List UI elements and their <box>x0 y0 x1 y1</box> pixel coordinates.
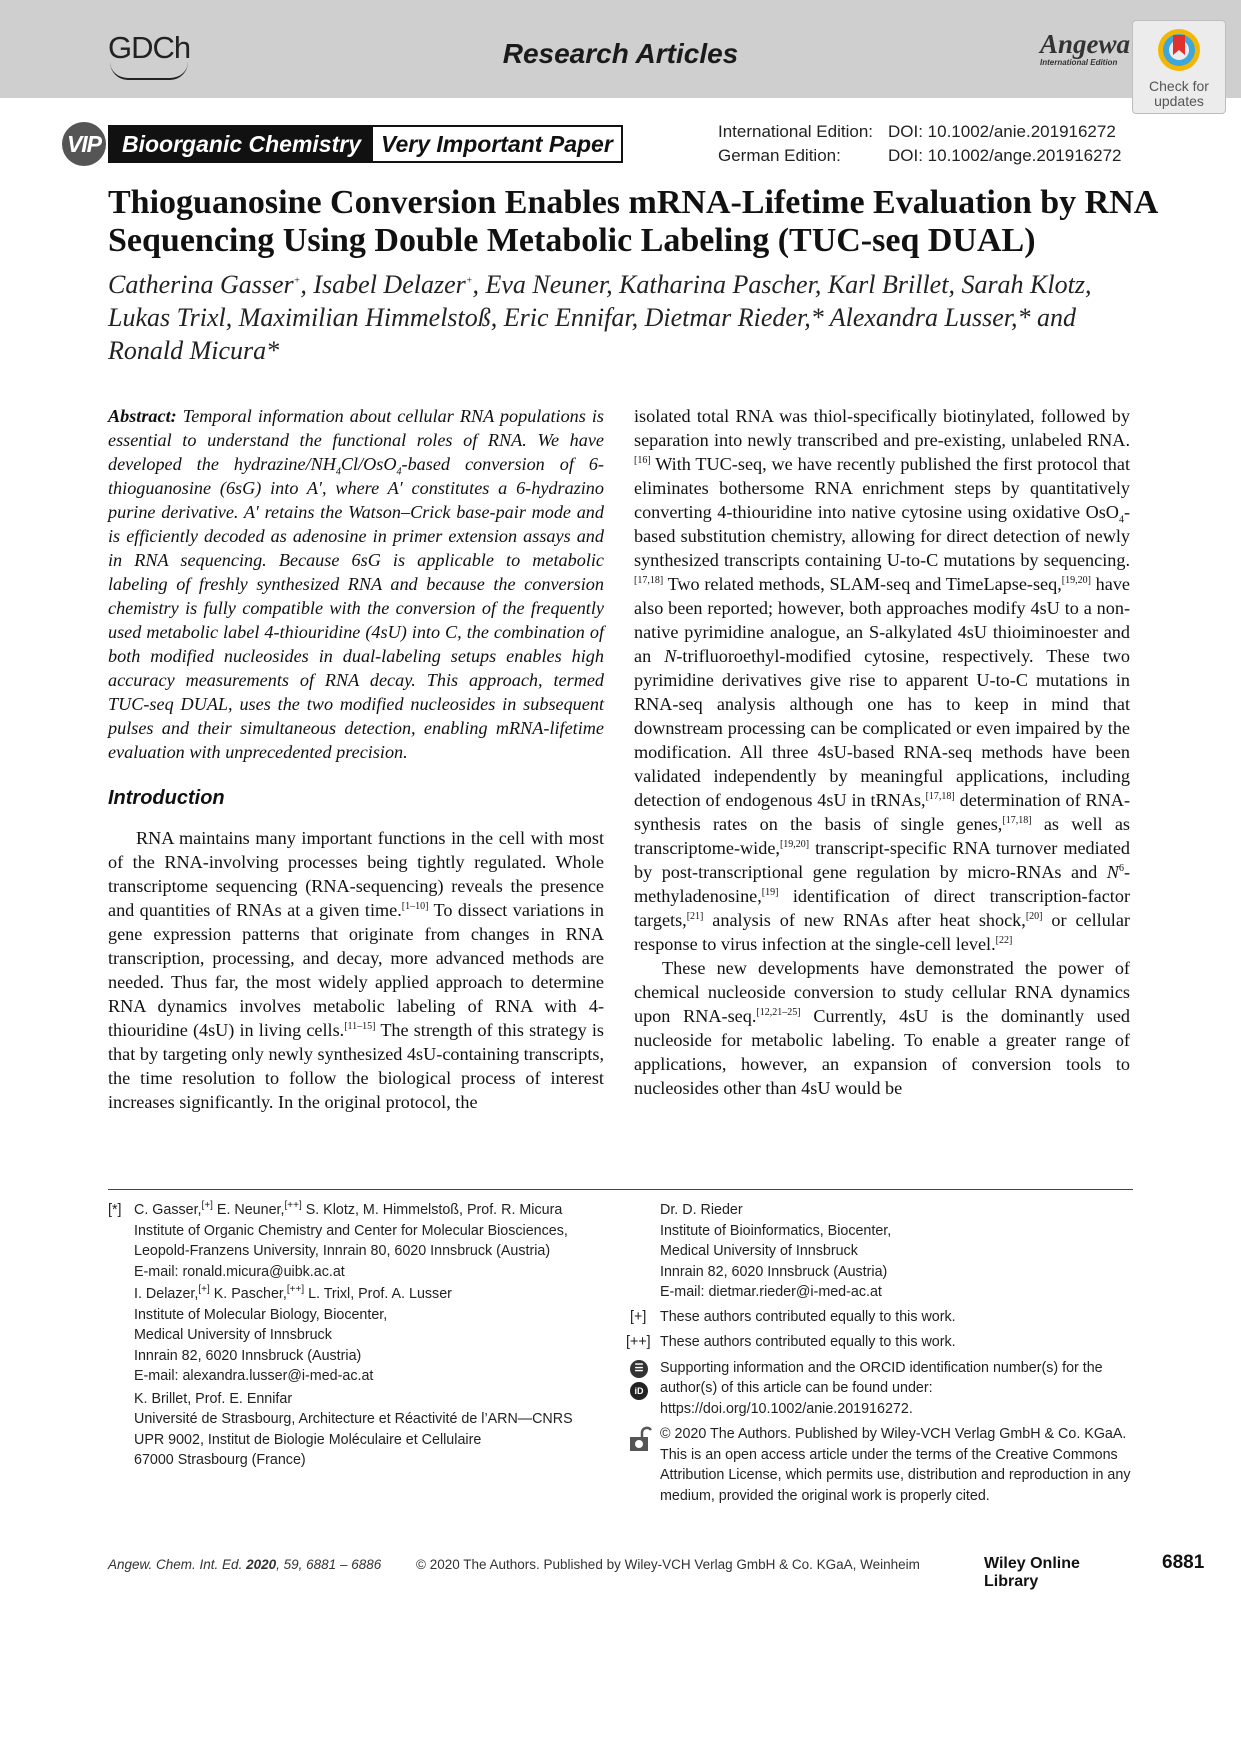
citation-ref[interactable]: [19,20] <box>779 838 810 850</box>
affil-mark: [++] <box>286 1284 305 1296</box>
footer-copyright: © 2020 The Authors. Published by Wiley-VCH Verlag GmbH & Co. KGaA, Weinheim <box>416 1557 920 1572</box>
affiliation-line: UPR 9002, Institut de Biologie Moléculaire et Cellulaire <box>134 1431 482 1448</box>
intro-paragraph-1-cont <box>634 404 1130 956</box>
introduction-heading: Introduction <box>108 787 225 809</box>
doi-german <box>718 144 1121 168</box>
affiliation-innsbruck-molbio <box>108 1284 628 1387</box>
citation-ref[interactable]: [20] <box>1025 910 1043 922</box>
topic-badge[interactable]: Bioorganic Chemistry <box>108 125 371 163</box>
affiliation-line: Innrain 82, 6020 Innsbruck (Austria) <box>134 1347 362 1364</box>
author-name: Alexandra Lusser,* <box>829 303 1031 332</box>
affiliation-email[interactable]: E-mail: dietmar.rieder@i-med-ac.at <box>660 1284 882 1300</box>
citation-ref[interactable]: [19,20] <box>1061 574 1091 586</box>
intro-text: determination of RNA-synthesis rates on the basis of single genes, <box>634 790 1130 834</box>
intro-text: analysis of new RNAs after heat shock, <box>703 910 1026 930</box>
vip-badge: VIP <box>62 122 106 166</box>
citation-ref[interactable]: [11–15] <box>344 1020 376 1032</box>
affil-name: S. Klotz, M. Himmelstoß, Prof. R. Micura <box>301 1202 563 1218</box>
affiliation-line: Université de Strasbourg, Architecture et Réactivité de l’ARN—CNRS <box>134 1411 573 1427</box>
author-name: Karl Brillet <box>827 270 949 299</box>
intro-paragraph-2 <box>634 956 1130 1100</box>
affiliation-innsbruck-chem <box>108 1200 628 1282</box>
orcid-icon: iD <box>630 1382 648 1400</box>
open-access-icon <box>628 1426 652 1452</box>
doi-intl-link[interactable]: DOI: 10.1002/anie.201916272 <box>888 122 1116 141</box>
journal-logo-subtitle: International Edition <box>1040 58 1118 67</box>
equal-contribution-note-2 <box>626 1332 1136 1353</box>
article-title: Thioguanosine Conversion Enables mRNA-Lifetime Evaluation by RNA Sequencing Using Double Metabolic Labeling (TUC-seq DUAL) <box>108 184 1157 259</box>
intro-text: have also been reported; however, both approaches modify 4sU to a non-native pyrimidine analogue, an S-alkylated 4sU thioiminoester and an <box>634 574 1130 666</box>
note-text: These authors contributed equally to this work. <box>660 1308 956 1325</box>
affil-name: K. Pascher, <box>209 1286 287 1302</box>
updates-badge-line1: Check for <box>1149 78 1209 94</box>
footer-journal-citation <box>108 1557 381 1572</box>
abstract <box>108 404 604 764</box>
intro-paragraph-1 <box>108 826 604 1114</box>
open-access-text: © 2020 The Authors. Published by Wiley-VCH Verlag GmbH & Co. KGaA. This is an open access article under the terms of the Creative Commons Attribution License, which permits use, distribution and reproduction in any medium, provided the original work is properly cited. <box>660 1426 1131 1504</box>
intro-text: With TUC-seq, we have recently published the first protocol that eliminates bothersome RNA enrichment steps by quantitatively converting 4-thiouridine into native cytosine using oxidative OsO <box>634 454 1130 522</box>
intro-text: Currently, 4sU is the dominantly used nucleoside for metabolic labeling. To enable a greater range of applications, however, an expansion of conversion tools to nucleosides other than 4sU would be <box>634 1006 1130 1098</box>
affiliation-bioinformatics <box>626 1200 1136 1303</box>
right-column <box>634 404 1130 1100</box>
affiliation-names: Dr. D. Rieder <box>660 1202 743 1218</box>
affil-name: E. Neuner, <box>212 1202 285 1218</box>
affiliation-line: 67000 Strasbourg (France) <box>134 1452 306 1468</box>
intro-text: -methyladenosine, <box>634 862 1130 906</box>
abstract-text-3: -based conversion of 6-thioguanosine (6sG) into A′, where A′ constitutes a 6-hydrazino purine derivative. A′ retains the Watson–Crick base-pair mode and is efficiently decoded as adenosine in primer extension assays and in RNA sequencing. Because 6sG is applicable to metabolic labeling of freshly synthesized RNA and because the conversion chemistry is fully compatible with the conversion of the frequently used metabolic label 4-thiouridine (4sU) into C, the combination of both modified nucleosides in dual-labeling setups enables high accuracy measurements of RNA decay. This approach, termed TUC-seq DUAL, uses the two modified nucleosides in subsequent pulses and their simultaneous detection, enabling mRNA-lifetime evaluation with unprecedented precision. <box>108 454 604 762</box>
citation-ref[interactable]: [17,18] <box>634 574 664 586</box>
affiliations-right <box>626 1200 1136 1511</box>
intro-text: -trifluoroethyl-modified cytosine, respectively. These two pyrimidine derivatives give rise to apparent U-to-C mutations in RNA-seq analysis although one has to keep in mind that downstream processing can be complicated or even impaired by the modification. All three 4sU-based RNA-seq methods have been validated independently by meaningful applications, including detection of endogenous 4sU in tRNAs, <box>634 646 1130 810</box>
equal-contribution-note-1 <box>626 1307 1136 1328</box>
superscript: 6 <box>1118 862 1124 874</box>
affil-mark: [+] <box>201 1200 213 1212</box>
journal-logo-title: Angewa <box>1040 29 1131 59</box>
open-access-note <box>626 1424 1136 1506</box>
affiliation-line: Institute of Organic Chemistry and Center for Molecular Biosciences, <box>134 1222 568 1239</box>
author-name: Ronald Micura* <box>108 336 280 365</box>
wiley-online-library-link[interactable]: Wiley Online Library <box>984 1555 1080 1590</box>
affiliation-line: Innrain 82, 6020 Innsbruck (Austria) <box>660 1263 888 1280</box>
note-mark: [+] <box>630 1308 647 1325</box>
check-for-updates-badge[interactable] <box>1132 20 1226 114</box>
note-mark: [++] <box>626 1334 651 1350</box>
affiliation-names <box>134 1284 628 1305</box>
author-list: Catherina Gasser+, Isabel Delazer+, Eva Neuner, Katharina Pascher, Karl Brillet, Sarah Klotz, Lukas Trixl, Maximilian Himmelstoß, Eric Ennifar, Dietmar Rieder,* Alexandra Lusser,* and Ronald Micura* <box>108 270 1092 365</box>
intro-text: or cellular response to virus infection at the single-cell level. <box>634 910 1130 954</box>
affiliation-strasbourg <box>108 1389 628 1471</box>
subscript: 4 <box>1118 514 1124 526</box>
footer-journal-year: 2020 <box>246 1557 277 1572</box>
italic-text: N <box>1106 862 1119 882</box>
italic-text: N <box>664 646 677 666</box>
supporting-info-text[interactable]: Supporting information and the ORCID identification number(s) for the author(s) of this article can be found under: https://doi.org/10.1002/anie.201916272. <box>660 1359 1103 1417</box>
affil-name: L. Trixl, Prof. A. Lusser <box>304 1286 452 1302</box>
author-name: Catherina Gasser <box>108 270 294 299</box>
journal-logo[interactable] <box>1040 30 1130 67</box>
doi-german-link[interactable]: DOI: 10.1002/ange.201916272 <box>888 146 1122 165</box>
crossmark-icon <box>1156 27 1202 73</box>
left-column <box>108 404 604 1114</box>
author-name: Dietmar Rieder,* <box>644 303 824 332</box>
intro-text: The strength of this strategy is that by targeting only newly synthesized 4sU-containing transcripts, the time resolution to follow the biological process of interest increases significantly. In the original protocol, the <box>108 1020 604 1112</box>
abstract-sub-2: 4 <box>396 466 402 478</box>
affiliation-line: Leopold-Franzens University, Innrain 80, 6020 Innsbruck (Austria) <box>134 1243 551 1259</box>
affiliation-line: Medical University of Innsbruck <box>660 1243 858 1259</box>
intro-text: -based substitution chemistry, allowing for direct detection of newly synthesized transcripts containing U-to-C mutations by sequencing. <box>634 502 1130 570</box>
intro-text: isolated total RNA was thiol-specifically biotinylated, followed by separation into newly transcribed and pre-existing, unlabeled RNA. <box>634 406 1130 450</box>
intro-text: RNA maintains many important functions in the cell with most of the RNA-involving processes being tightly regulated. Whole transcriptome sequencing (RNA-sequencing) reveals the presence and quantities of RNAs at a given time. <box>108 828 604 920</box>
abstract-sub-1: 4 <box>335 466 341 478</box>
affiliation-email[interactable]: E-mail: ronald.micura@uibk.ac.at <box>134 1263 345 1280</box>
author-name: Katharina Pascher <box>619 270 815 299</box>
citation-ref[interactable]: [12,21–25] <box>756 1006 801 1018</box>
affiliation-line: Institute of Molecular Biology, Biocenter, <box>134 1306 388 1323</box>
gdch-logo-text: GDCh <box>108 30 191 65</box>
affiliation-line: Institute of Bioinformatics, Biocenter, <box>660 1222 892 1239</box>
page-number: 6881 <box>1162 1552 1205 1573</box>
author-name: Isabel Delazer <box>313 270 466 299</box>
vip-label-badge: Very Important Paper <box>371 125 623 163</box>
author-name: Eva Neuner <box>485 270 607 299</box>
citation-ref[interactable]: [19] <box>761 886 779 898</box>
intro-text: as well as transcriptome-wide, <box>634 814 1130 858</box>
affil-name: C. Gasser, <box>134 1202 202 1218</box>
doi-international <box>718 120 1121 144</box>
supporting-info-icon: ☰ <box>630 1360 648 1378</box>
citation-ref[interactable]: [21] <box>686 910 704 922</box>
affiliation-names: K. Brillet, Prof. E. Ennifar <box>134 1390 293 1407</box>
affiliation-line: Medical University of Innsbruck <box>134 1327 332 1343</box>
author-name: Eric Ennifar <box>503 303 632 332</box>
citation-ref[interactable]: [17,18] <box>925 790 955 802</box>
author-name: Maximilian Himmelstoß <box>238 303 491 332</box>
intro-text: To dissect variations in gene expression patterns that originate from changes in RNA transcription, processing, and decay, more advanced methods are needed. Thus far, the most widely applied approach to determine RNA dynamics involves metabolic labeling of RNA with 4-thiouridine (4sU) in living cells. <box>108 900 604 1040</box>
doi-block <box>718 120 1121 168</box>
note-text: These authors contributed equally to this work. <box>660 1334 956 1350</box>
supporting-info-note <box>626 1358 1136 1420</box>
intro-text: These new developments have demonstrated the power of chemical nucleoside conversion to study cellular RNA dynamics upon RNA-seq. <box>634 958 1130 1026</box>
author-mark: + <box>293 275 301 287</box>
affiliations-left <box>108 1200 628 1473</box>
affil-mark: [++] <box>284 1200 302 1212</box>
citation-ref[interactable]: [16] <box>634 454 651 466</box>
footer-journal-name: Angew. Chem. Int. Ed. <box>108 1557 243 1572</box>
badge-row <box>62 122 623 166</box>
updates-badge-line2: updates <box>1154 93 1204 109</box>
affil-mark: [+] <box>198 1284 210 1296</box>
footer-journal-pages: , 59, 6881 – 6886 <box>276 1557 382 1572</box>
affil-name: I. Delazer, <box>134 1286 199 1302</box>
affiliation-email[interactable]: E-mail: alexandra.lusser@i-med-ac.at <box>134 1368 374 1384</box>
intro-text: transcript-specific RNA turnover mediated by post-transcriptional gene regulation by micro-RNAs and <box>634 838 1130 882</box>
section-title: Research Articles <box>502 38 739 69</box>
corresponding-mark: [*] <box>108 1202 122 1218</box>
affiliation-divider <box>108 1189 1133 1190</box>
author-name: Sarah Klotz <box>961 270 1085 299</box>
author-name: Lukas Trixl <box>108 303 226 332</box>
citation-ref[interactable]: [22] <box>995 934 1013 946</box>
abstract-text-2: Cl/OsO <box>340 454 397 474</box>
author-mark: + <box>465 275 473 287</box>
doi-intl-label: International Edition: <box>718 122 873 141</box>
intro-text: Two related methods, SLAM-seq and TimeLapse-seq, <box>663 574 1062 594</box>
abstract-text-1: Temporal information about cellular RNA populations is essential to understand the functional roles of RNA. We have developed the hydrazine/NH <box>108 406 604 474</box>
affiliation-names <box>134 1200 628 1221</box>
citation-ref[interactable]: [17,18] <box>1002 814 1032 826</box>
intro-text: identification of direct transcription-factor targets, <box>634 886 1130 930</box>
citation-ref[interactable]: [1–10] <box>401 900 429 912</box>
doi-german-label: German Edition: <box>718 146 841 165</box>
abstract-label: Abstract: <box>108 406 177 426</box>
